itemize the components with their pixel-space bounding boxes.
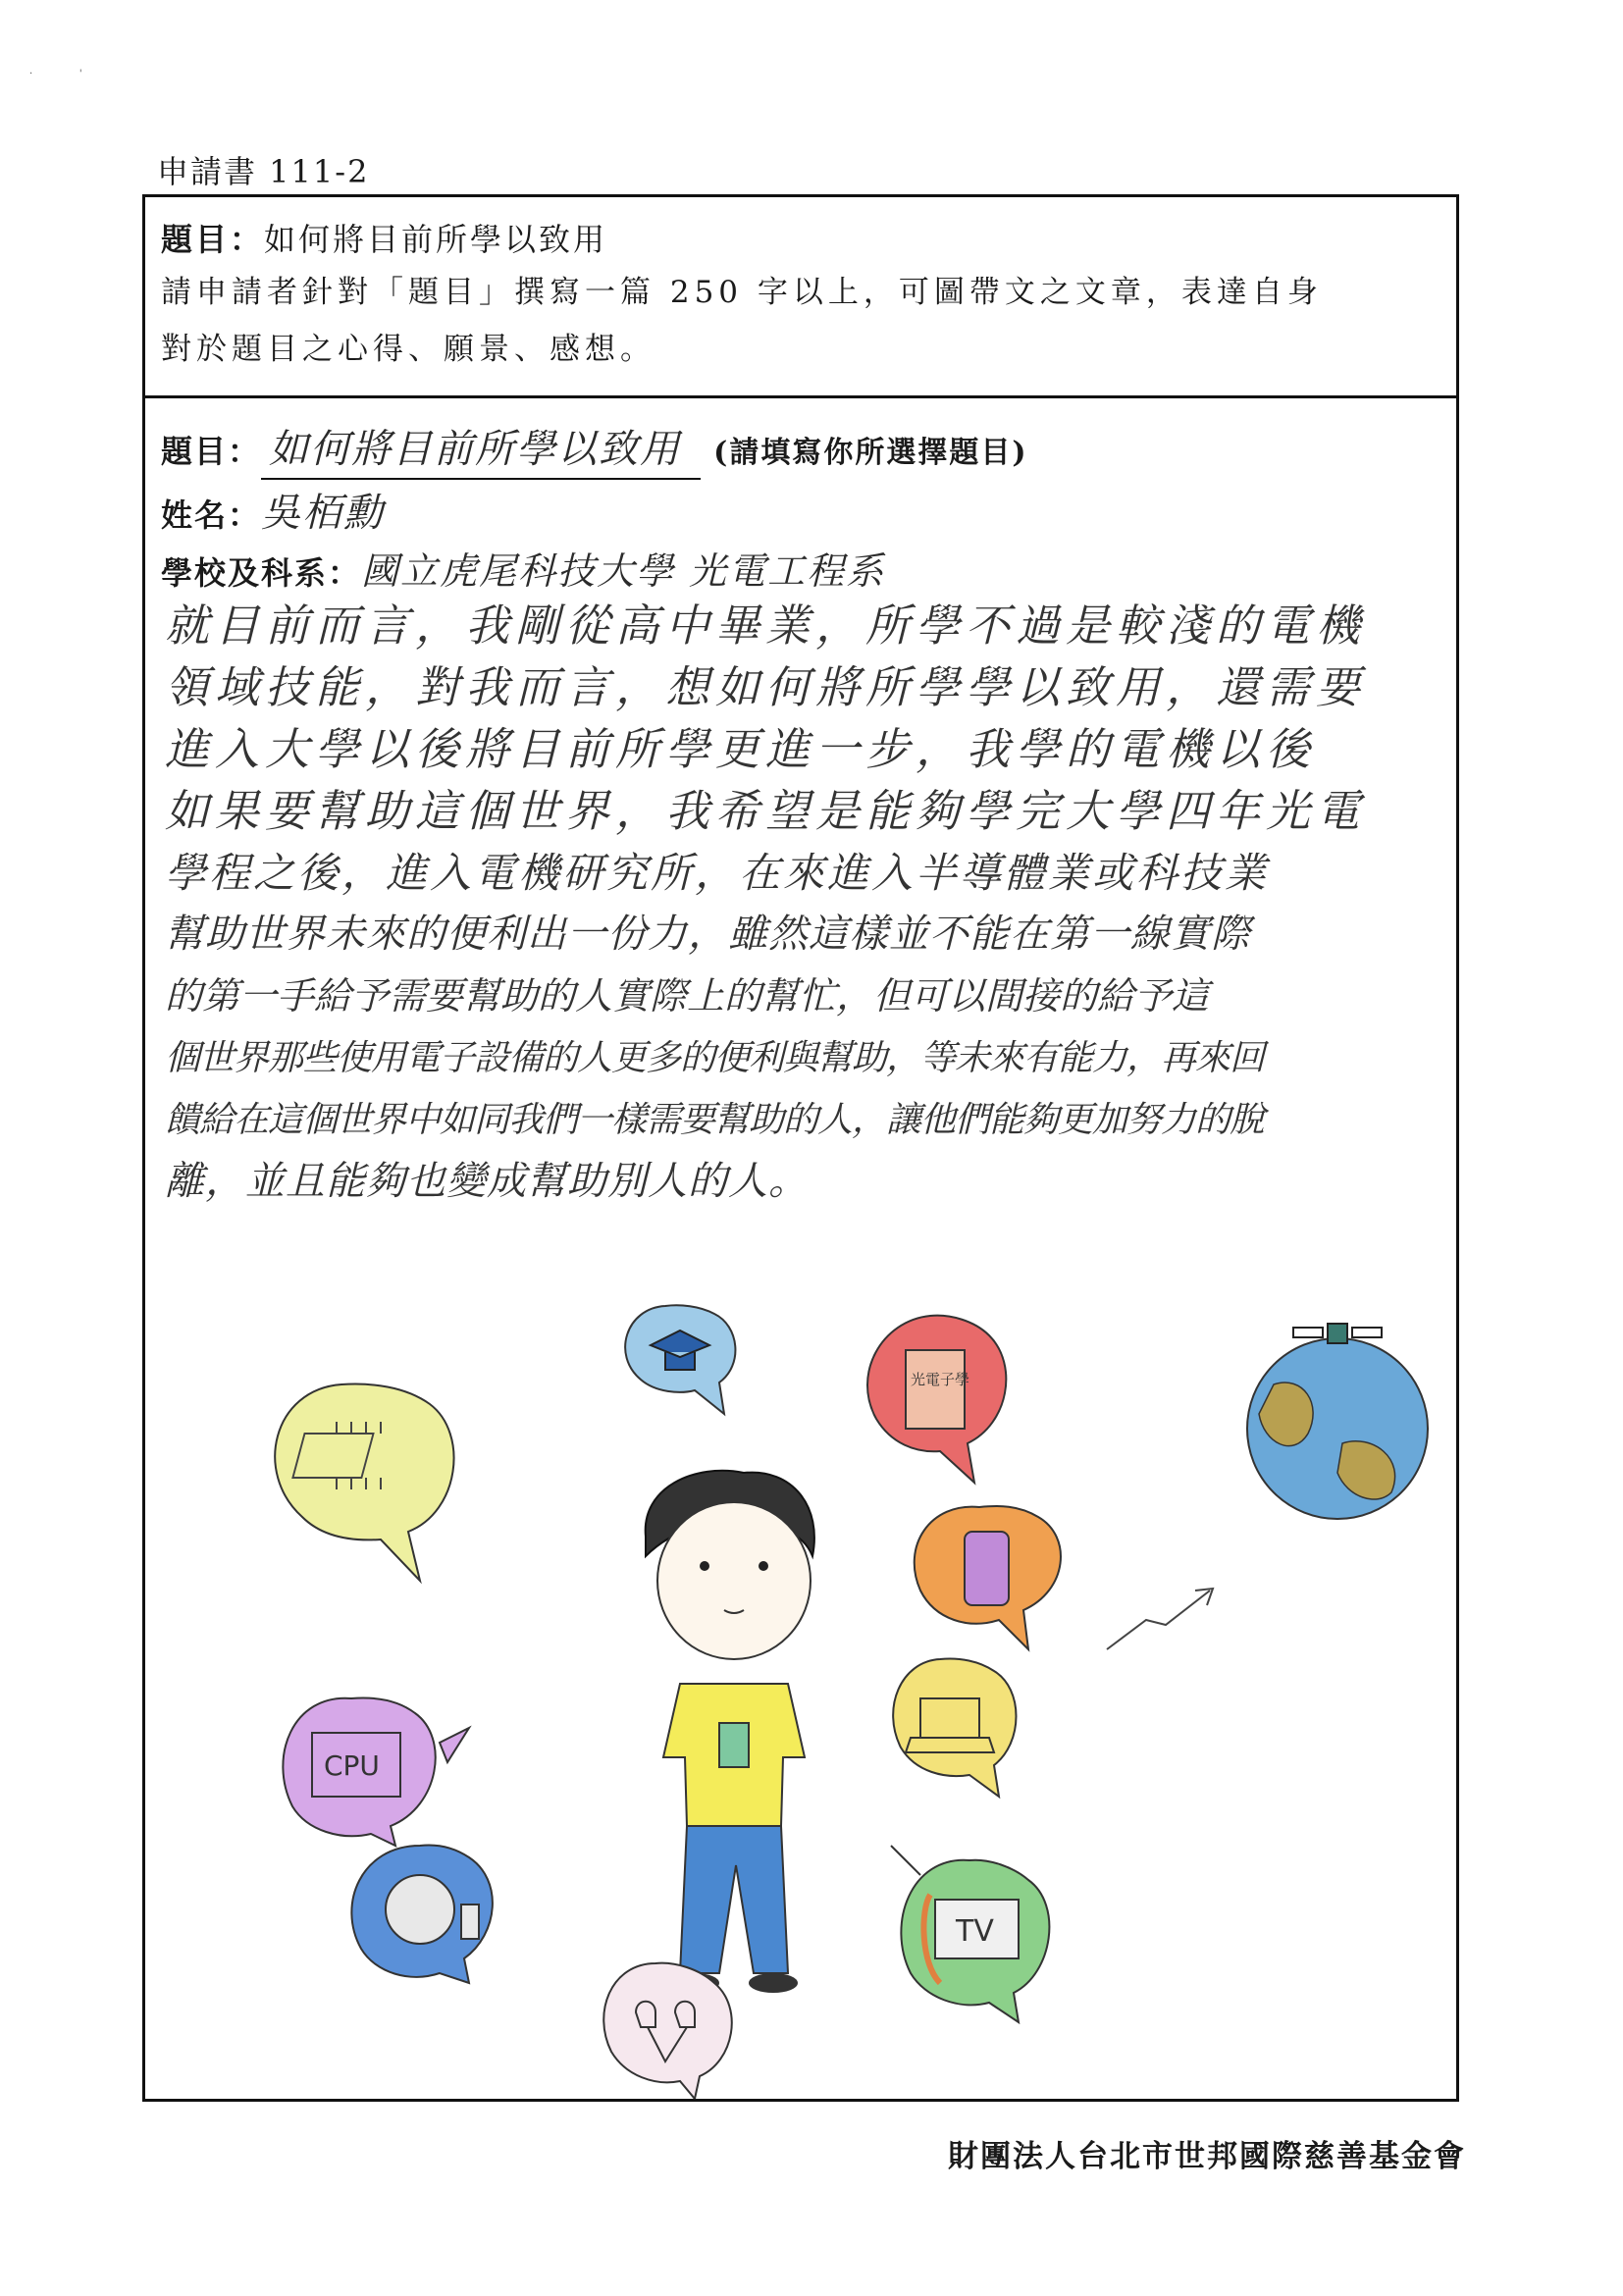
boy-pants (680, 1826, 788, 1973)
essay-line: 如果要幫助這個世界，我希望是能夠學完大學四年光電 (165, 785, 1367, 837)
topic-label: 題目： (161, 433, 262, 470)
name-value: 吳栢勳 (261, 491, 386, 536)
instructions-title (161, 215, 1440, 264)
school-value: 國立虎尾科技大學 光電工程系 (361, 549, 886, 593)
growth-arrow (1107, 1589, 1213, 1649)
essay-line: 學程之後，進入電機研究所，在來進入半導體業或科技業 (165, 849, 1270, 897)
cpu-bubble-text: CPU (324, 1749, 380, 1782)
laptop-bubble (893, 1659, 1016, 1798)
earphones-bubble (603, 1963, 732, 2099)
essay-line: 饋給在這個世界中如同我們一樣需要幫助的人，讓他們能夠更加努力的脫 (165, 1100, 1265, 1140)
topic-field (161, 418, 1028, 480)
satellite-icon (1328, 1324, 1347, 1343)
essay-line: 進入大學以後將目前所學更進一步，我學的電機以後 (165, 723, 1317, 775)
school-label: 學校及科系： (161, 554, 362, 592)
instructions-section (145, 197, 1456, 398)
name-label: 姓名： (161, 496, 262, 534)
essay-line: 幫助世界未來的便利出一份力，雖然這樣並不能在第一線實際 (165, 912, 1251, 957)
phone-icon (965, 1532, 1009, 1605)
book-bubble-text: 光電子學 (911, 1371, 970, 1388)
book-icon (906, 1350, 965, 1429)
name-field (161, 482, 385, 538)
essay-line: 領域技能，對我而言，想如何將所學學以致用，還需要 (165, 661, 1367, 713)
boy-face (657, 1502, 811, 1659)
circuit-bubble (351, 1846, 493, 1984)
footer-organization: 財團法人台北市世邦國際慈善基金會 (948, 2139, 1466, 2174)
school-field (161, 541, 885, 595)
essay-body (165, 595, 1440, 1213)
tv-bubble-text: TV (956, 1914, 994, 1949)
instructions-title-value: 如何將目前所學以致用 (264, 221, 608, 258)
instructions-title-label: 題目： (161, 221, 265, 258)
boy-figure (646, 1471, 814, 1993)
instructions-line-2: 對於題目之心得、願景、感想。 (161, 332, 655, 367)
application-form (142, 194, 1459, 2102)
globe-drawing (1247, 1324, 1428, 1519)
form-number: 申請書 111-2 (157, 153, 370, 190)
topic-hint: (請填寫你所選擇題目) (713, 436, 1028, 470)
essay-line: 個世界那些使用電子設備的人更多的便利與幫助，等未來有能力，再來回 (165, 1038, 1265, 1078)
instructions-line-1: 請申請者針對「題目」撰寫一篇 250 字以上，可圖帶文之文章，表達自身 (161, 275, 1323, 310)
tv-bubble (891, 1846, 1049, 2022)
cpu-bubble (283, 1698, 469, 1846)
phone-bubble (915, 1506, 1061, 1649)
essay-line: 就目前而言，我剛從高中畢業，所學不過是較淺的電機 (165, 600, 1367, 652)
book-bubble (867, 1316, 1006, 1483)
circuit-icon (386, 1875, 454, 1944)
illustration (145, 1296, 1456, 2099)
essay-line: 的第一手給予需要幫助的人實際上的幫忙，但可以間接的給予這 (165, 974, 1210, 1018)
boy-phone (719, 1723, 749, 1767)
graduation-cap-bubble (625, 1305, 735, 1414)
scan-specks: · ' (29, 69, 82, 79)
chip-bubble (275, 1384, 453, 1581)
topic-value: 如何將目前所學以致用 (261, 418, 701, 480)
essay-line: 離，並且能夠也變成幫助別人的人。 (165, 1159, 809, 1204)
